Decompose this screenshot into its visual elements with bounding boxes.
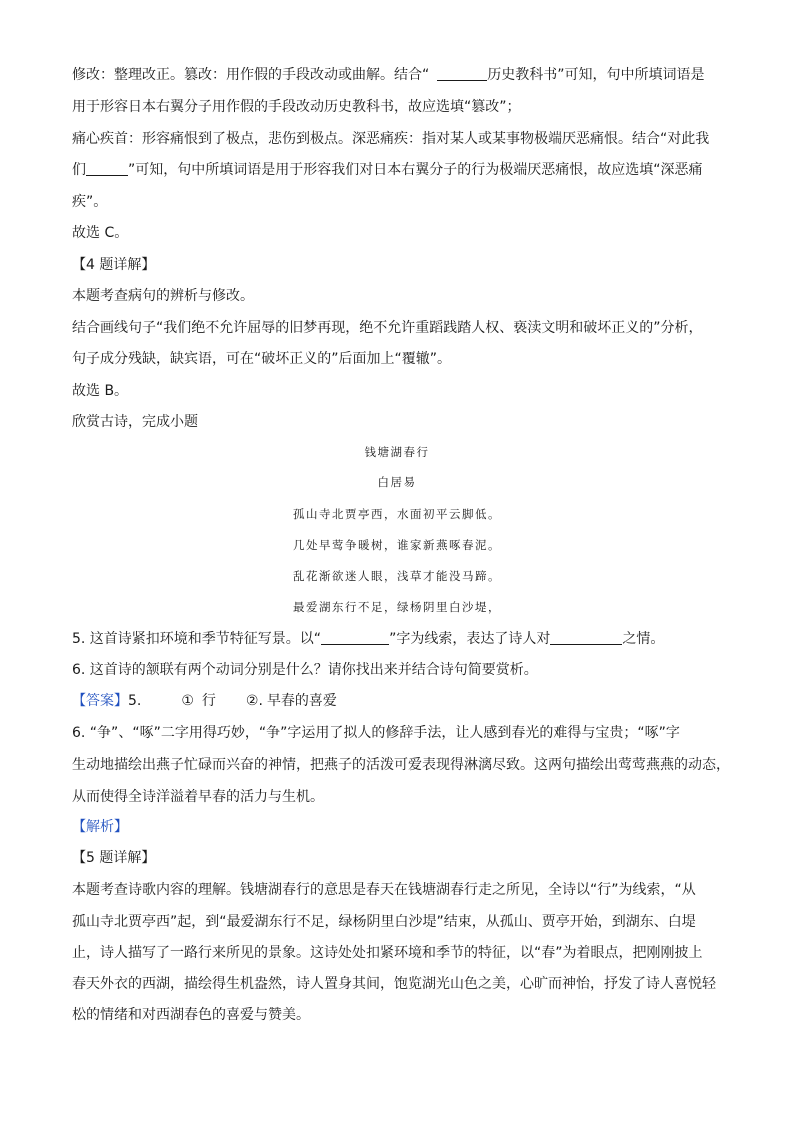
section-header-q5: 【5 题详解】 [72,850,156,866]
poem-line: 孤山寺北贾亭西，水面初平云脚低。 [293,507,501,521]
explanation-line-3: 痛心疾首：形容痛恨到了极点，悲伤到极点。深恶痛疾：指对某人或某事物极端厌恶痛恨。结合“对此我 [72,131,710,147]
q4-line-4: 故选 B。 [72,383,129,399]
blank-underline [86,161,128,176]
poem-title: 钱塘湖春行 [364,445,430,459]
poem-author: 白居易 [377,475,417,489]
explanation-line-1: 修改：整理改正。篡改：用作假的手段改动或曲解。结合“ 历史教科书”可知，句中所填词语是 [72,67,705,83]
question-5: 5. 这首诗紧扣环境和季节特征写景。以“ ”字为线索，表达了诗人对 之情。 [72,631,665,647]
question-6: 6. 这首诗的颔联有两个动词分别是什么？请你找出来并结合诗句简要赏析。 [72,662,538,678]
option-marker: ②. [245,693,263,709]
answer-6-line-2: 生动地描绘出燕子忙碌而兴奋的神情，把燕子的活泼可爱表现得淋漓尽致。这两句描绘出莺莺燕燕的动态， [72,757,730,773]
poem-line: 几处早莺争暖树，谁家新燕啄春泥。 [293,538,501,552]
q4-line-1: 本题考查病句的辨析与修改。 [72,288,254,304]
blank-underline [550,630,622,645]
answer-line: 【答案】5. ① 行 ②. 早春的喜爱 [72,693,337,709]
q4-line-2: 结合画线句子“我们绝不允许屈辱的旧梦再现，绝不允许重蹈践踏人权、亵渎文明和破坏正义的”分析， [72,320,703,336]
blank-underline [321,630,389,645]
section-header-q4: 【4 题详解】 [72,257,156,273]
q4-line-3: 句子成分残缺，缺宾语，可在“破坏正义的”后面加上“覆辙”。 [72,351,452,367]
answer-label: 【答案】 [72,693,128,709]
poem-intro: 欣赏古诗，完成小题 [72,414,198,430]
analysis-line-4: 春天外衣的西湖，描绘得生机盎然，诗人置身其间，饱览湖光山色之美，心旷而神怡，抒发了诗人喜悦轻 [72,976,716,992]
explanation-line-4: 们 ”可知，句中所填词语是用于形容我们对日本右翼分子的行为极端厌恶痛恨，故应选填“深恶痛 [72,162,703,178]
poem-line: 最爱湖东行不足，绿杨阴里白沙堤， [293,600,501,614]
analysis-line-2: 孤山寺北贾亭西”起，到“最爱湖东行不足，绿杨阴里白沙堤”结束，从孤山、贾亭开始，到湖东、白堤 [72,914,696,930]
analysis-label: 【解析】 [72,819,128,835]
analysis-line-3: 止，诗人描写了一路行来所见的景象。这诗处处扣紧环境和季节的特征，以“春”为着眼点，把刚刚披上 [72,945,703,961]
answer-6-line-1: 6. “争”、“啄”二字用得巧妙，“争”字运用了拟人的修辞手法，让人感到春光的难得与宝贵；“啄”字 [72,725,680,741]
analysis-line-1: 本题考查诗歌内容的理解。钱塘湖春行的意思是春天在钱塘湖春行走之所见，全诗以“行”为线索，“从 [72,882,696,898]
poem-line: 乱花渐欲迷人眼，浅草才能没马蹄。 [293,569,501,583]
analysis-line-5: 松的情绪和对西湖春色的喜爱与赞美。 [72,1007,310,1023]
option-marker: ① [181,693,194,709]
explanation-line-5: 疾”。 [72,194,108,210]
blank-underline [437,66,487,81]
explanation-line-2: 用于形容日本右翼分子用作假的手段改动历史教科书，故应选填“篡改”； [72,99,521,115]
choice-answer-line: 故选 C。 [72,225,129,241]
answer-6-line-3: 从而使得全诗洋溢着早春的活力与生机。 [72,789,324,805]
